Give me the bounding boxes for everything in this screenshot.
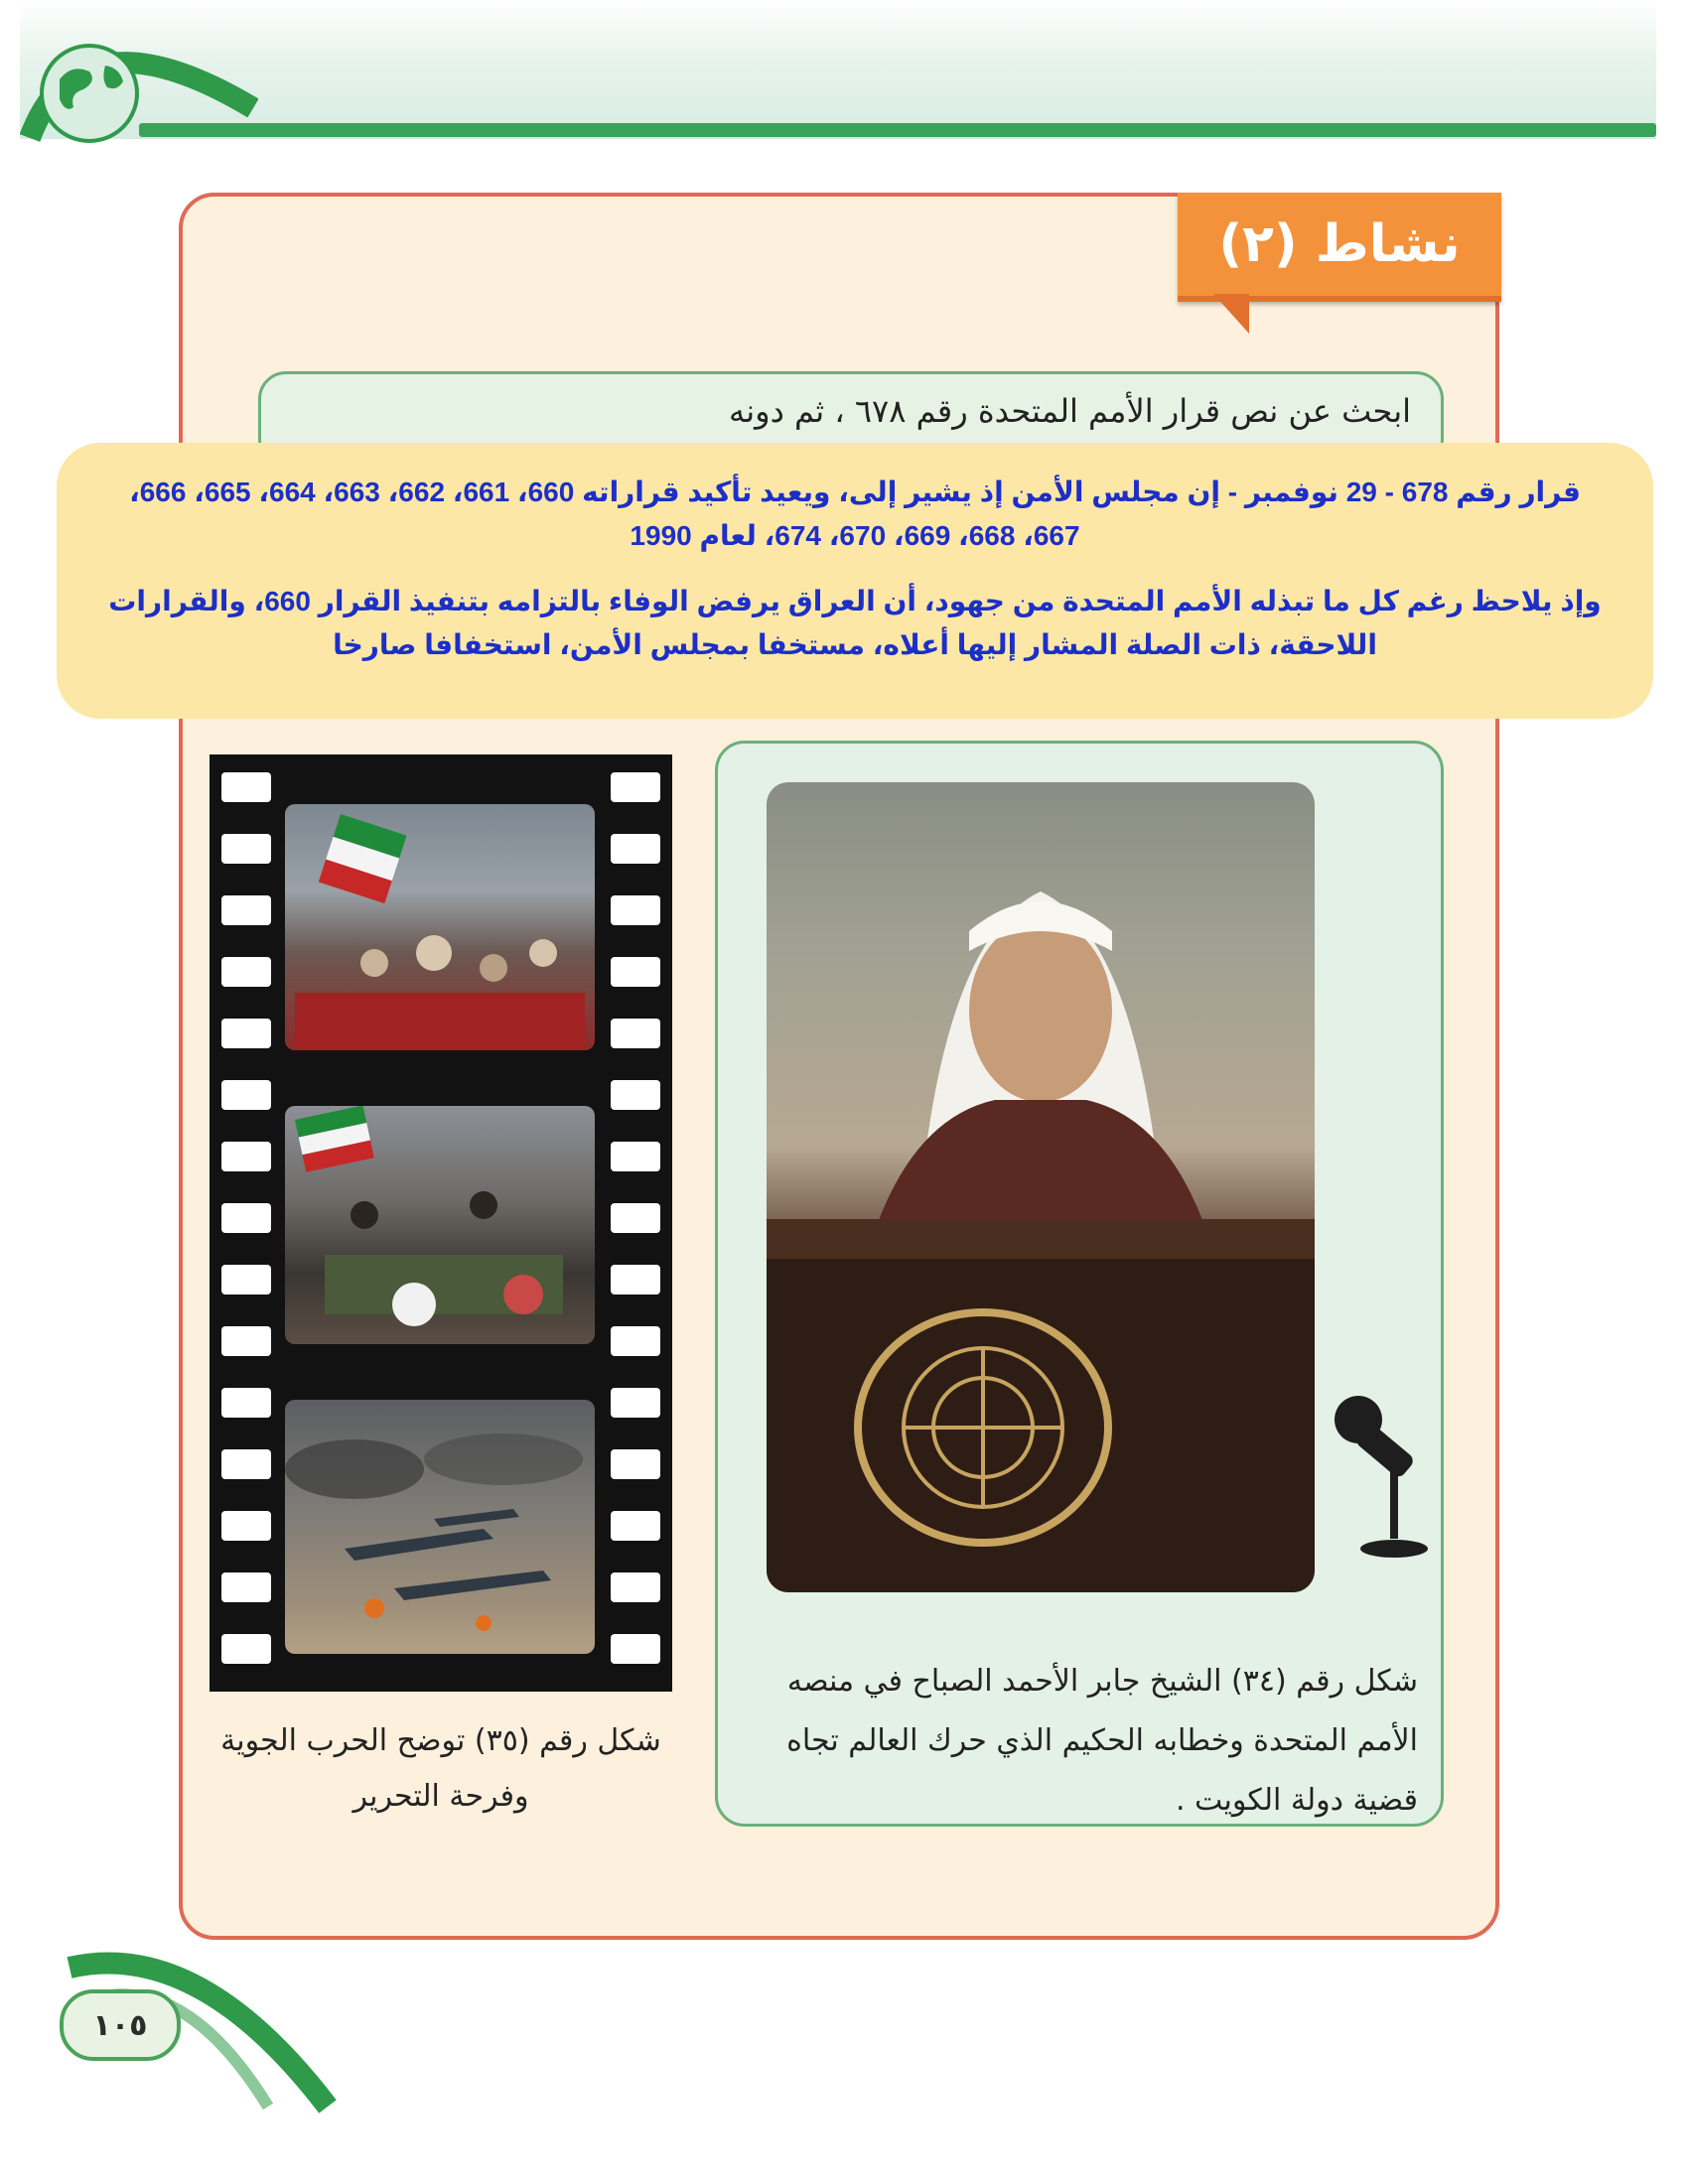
- film-sprocket-hole: [611, 1142, 660, 1171]
- film-sprocket-hole: [611, 895, 660, 925]
- film-sprocket-hole: [221, 1019, 271, 1048]
- answer-paragraph-2: وإذ يلاحظ رغم كل ما تبذله الأمم المتحدة من جهود، أن العراق يرفض الوفاء بالتزامه بتنفيذ القرار 660، والقرارات اللاحقة، ذات الصلة المشار إليها أعلاه، مستخفا بمجلس الأمن، استخفافا صارخا: [108, 586, 1602, 660]
- film-sprocket-hole: [611, 772, 660, 802]
- film-sprocket-hole: [611, 1634, 660, 1664]
- film-sprocket-hole: [221, 1142, 271, 1171]
- film-sprocket-hole: [611, 1265, 660, 1295]
- film-sprocket-hole: [221, 772, 271, 802]
- film-sprocket-hole: [611, 1572, 660, 1602]
- activity-title: نشاط (٢): [1218, 214, 1461, 274]
- film-sprocket-hole: [221, 834, 271, 864]
- film-sprocket-hole: [611, 1203, 660, 1233]
- header-rule: [139, 123, 1656, 137]
- activity-tab: [1178, 193, 1501, 302]
- film-sprocket-hole: [611, 957, 660, 987]
- figure-35-caption: شكل رقم (٣٥) توضح الحرب الجوية وفرحة التحرير: [220, 1723, 661, 1814]
- figure-34-caption: شكل رقم (٣٤) الشيخ جابر الأحمد الصباح في منصه الأمم المتحدة وخطابه الحكيم الذي حرك العالم تجاه قضية دولة الكويت .: [786, 1664, 1418, 1818]
- answer-box: [57, 443, 1653, 719]
- header-dashes: [1440, 117, 1539, 143]
- fighter-jets-photo: [285, 1400, 595, 1654]
- tank-celebration-photo: [285, 1106, 595, 1344]
- film-sprocket-hole: [611, 1511, 660, 1541]
- answer-paragraph-1: قرار رقم 678 - 29 نوفمبر - إن مجلس الأمن إذ يشير إلى، ويعيد تأكيد قراراته 660، 661، 662، 663، 664، 665، 666، 667، 668، 669، 670، 674، لعام 1990: [129, 477, 1581, 551]
- film-sprocket-hole: [221, 895, 271, 925]
- film-sprocket-hole: [611, 1080, 660, 1110]
- microphone-icon: [1331, 1382, 1440, 1561]
- film-sprocket-hole: [221, 1511, 271, 1541]
- film-sprocket-hole: [221, 957, 271, 987]
- header-band: [20, 0, 1656, 139]
- film-sprocket-hole: [611, 1388, 660, 1418]
- film-sprocket-hole: [221, 1265, 271, 1295]
- question-text: ابحث عن نص قرار الأمم المتحدة رقم ٦٧٨ ، ثم دونه: [729, 392, 1411, 430]
- tab-pointer: [1213, 294, 1249, 334]
- film-sprocket-hole: [221, 1203, 271, 1233]
- film-strip: [210, 754, 672, 1692]
- film-sprocket-hole: [611, 834, 660, 864]
- film-sprocket-hole: [221, 1326, 271, 1356]
- film-sprocket-hole: [221, 1080, 271, 1110]
- film-sprocket-hole: [221, 1634, 271, 1664]
- film-sprocket-hole: [221, 1388, 271, 1418]
- film-sprocket-hole: [611, 1326, 660, 1356]
- film-sprocket-hole: [611, 1449, 660, 1479]
- liberation-celebration-photo: [285, 804, 595, 1050]
- film-sprocket-hole: [221, 1449, 271, 1479]
- page-number: ١٠٥: [60, 1989, 181, 2061]
- film-sprocket-hole: [611, 1019, 660, 1048]
- sheikh-jaber-un-photo: [767, 782, 1315, 1592]
- film-sprocket-hole: [221, 1572, 271, 1602]
- un-emblem-icon: [854, 1308, 1112, 1547]
